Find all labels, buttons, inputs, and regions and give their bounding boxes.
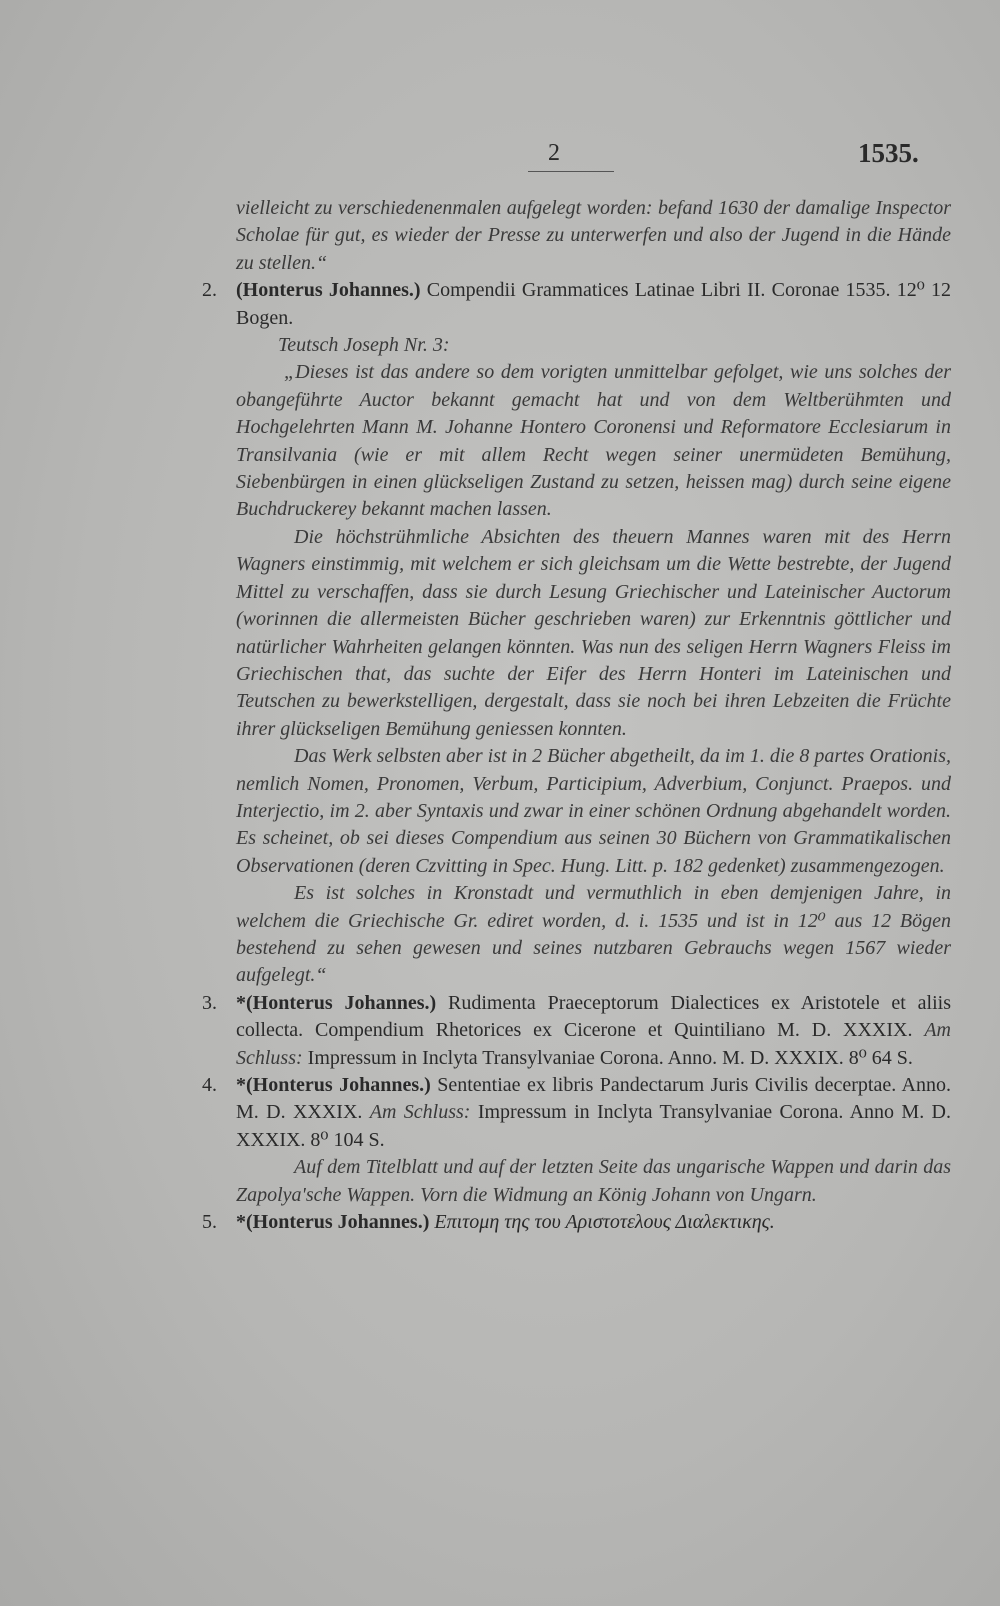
entry-number: 5. — [202, 1211, 217, 1234]
entry-paragraph: „Dieses ist das andere so dem vorigten unmittelbar gefolget, wie uns solches der obangeführte Auctor bekannt gemacht hat und von dem Weltberühmten und Hochgelehrten Mann M. Johanne Hontero Coronensi und Reformatore Ecclesiarum in Transilvania (wie er mit allem Recht wegen seiner unermüdeten Bemühung, Siebenbürgen in einen glückseligen Zustand zu setzen, heissen mag) durch seine eigene Buchdruckerey bekannt machen lassen. — [236, 361, 951, 521]
page-header — [0, 140, 1000, 180]
entry-title: Compendii Grammatices Latinae Libri II. Coronae 1535. 12⁰ 12 Bogen. — [236, 279, 951, 329]
entry-number: 4. — [202, 1074, 217, 1096]
intro-quote: vielleicht zu verschiedenenmalen aufgelegt worden: befand 1630 der damalige Inspector Scholae für gut, es wieder der Presse zu unterwerfen und also der Jugend in die Hände zu stellen.“ — [236, 197, 951, 274]
entry-paragraph: Das Werk selbsten aber ist in 2 Bücher abgetheilt, da im 1. die 8 partes Orationis, nemlich Nomen, Pronomen, Verbum, Participium, Adverbium, Conjunct. Praepos. und Interjectio, im 2. aber Syntaxis und zwar in einer schönen Ordnung abgehandelt worden. Es scheinet, ob sei dieses Compendium aus seinen 30 Büchern von Grammatikalischen Observationen (deren Czvitting in Spec. Hung. Litt. p. 182 gedenket) zusammengezogen. — [236, 745, 951, 877]
entry-author: *(Honterus Johannes.) — [236, 1074, 431, 1096]
entry-5 — [202, 1209, 951, 1236]
entry-paragraph: Die höchstrühmliche Absichten des theuern Mannes waren mit des Herrn Wagners einstimmig, mit welchem er sich gleichsam um die Wette bestrebte, der Jugend Mittel zu verschaffen, dass sie durch Lesung Griechischer und Lateinischer Auctorum (worinnen die allermeisten Bücher geschrieben waren) zur Erkenntnis göttlicher und natürlicher Wahrheiten gelangen könnten. Was nun des seligen Herrn Wagners Fleiss im Griechischen that, das suchte der Eifer des Herrn Honteri im Lateinischen und Teutschen zu bewerkstelligen, dergestalt, dass sie noch bei ihren Lebzeiten die Früchte ihrer glückseligen Bemühung geniessen konnten. — [236, 525, 951, 740]
page-year: 1535. — [858, 138, 919, 168]
page-body — [202, 195, 952, 1236]
entry-title: Sententiae ex libris Pandectarum Juris Civilis decerptae. Anno. M. D. XXXIX. — [236, 1074, 951, 1124]
entry-2 — [202, 277, 951, 990]
entry-source: Teutsch Joseph Nr. 3: — [278, 334, 450, 357]
entry-4 — [202, 1072, 952, 1209]
entry-author: *(Honterus Johannes.) — [236, 991, 437, 1014]
page-number: 2 — [548, 140, 560, 166]
entry-greek-title: Επιτομη της του Αριστοτελους Διαλεκτικης. — [434, 1211, 775, 1234]
entry-author: *(Honterus Johannes.) — [236, 1211, 430, 1234]
entry-heading — [236, 990, 951, 1072]
colophon-text: Impressum in Inclyta Transylvaniae Corona. Anno M. D. XXXIX. 8⁰ 104 S. — [236, 1101, 952, 1151]
entry-title: Rudimenta Praeceptorum Dialectices ex Aristotele et aliis collecta. Compendium Rhetorices ex Cicerone et Quintiliano M. D. XXXIX. — [236, 991, 951, 1042]
colophon-label: Am Schluss: — [236, 1019, 952, 1069]
entry-number: 3. — [202, 991, 217, 1014]
entry-paragraph: Es ist solches in Kronstadt und vermuthlich in eben demjenigen Jahre, in welchem die Griechische Gr. ediret worden, d. i. 1535 und ist in 12⁰ aus 12 Bögen bestehend zu sehen gewesen und seines nutzbaren Gebrauchs wegen 1567 wieder aufgelegt.“ — [236, 882, 951, 987]
entry-heading — [236, 1072, 951, 1154]
colophon-label: Am Schluss: — [369, 1101, 471, 1124]
entry-3 — [202, 990, 952, 1072]
header-rule — [528, 171, 614, 172]
entry-number: 2. — [202, 279, 217, 302]
colophon-text: Impressum in Inclyta Transylvaniae Corona. Anno. M. D. XXXIX. 8⁰ 64 S. — [307, 1046, 913, 1069]
entry-note: Auf dem Titelblatt und auf der letzten Seite das ungarische Wappen und darin das Zapolya'sche Wappen. Vorn die Widmung an König Johann von Ungarn. — [236, 1156, 951, 1206]
entry-author: (Honterus Johannes.) — [236, 279, 421, 302]
entry-heading — [236, 277, 951, 332]
entry-heading — [236, 1209, 951, 1236]
